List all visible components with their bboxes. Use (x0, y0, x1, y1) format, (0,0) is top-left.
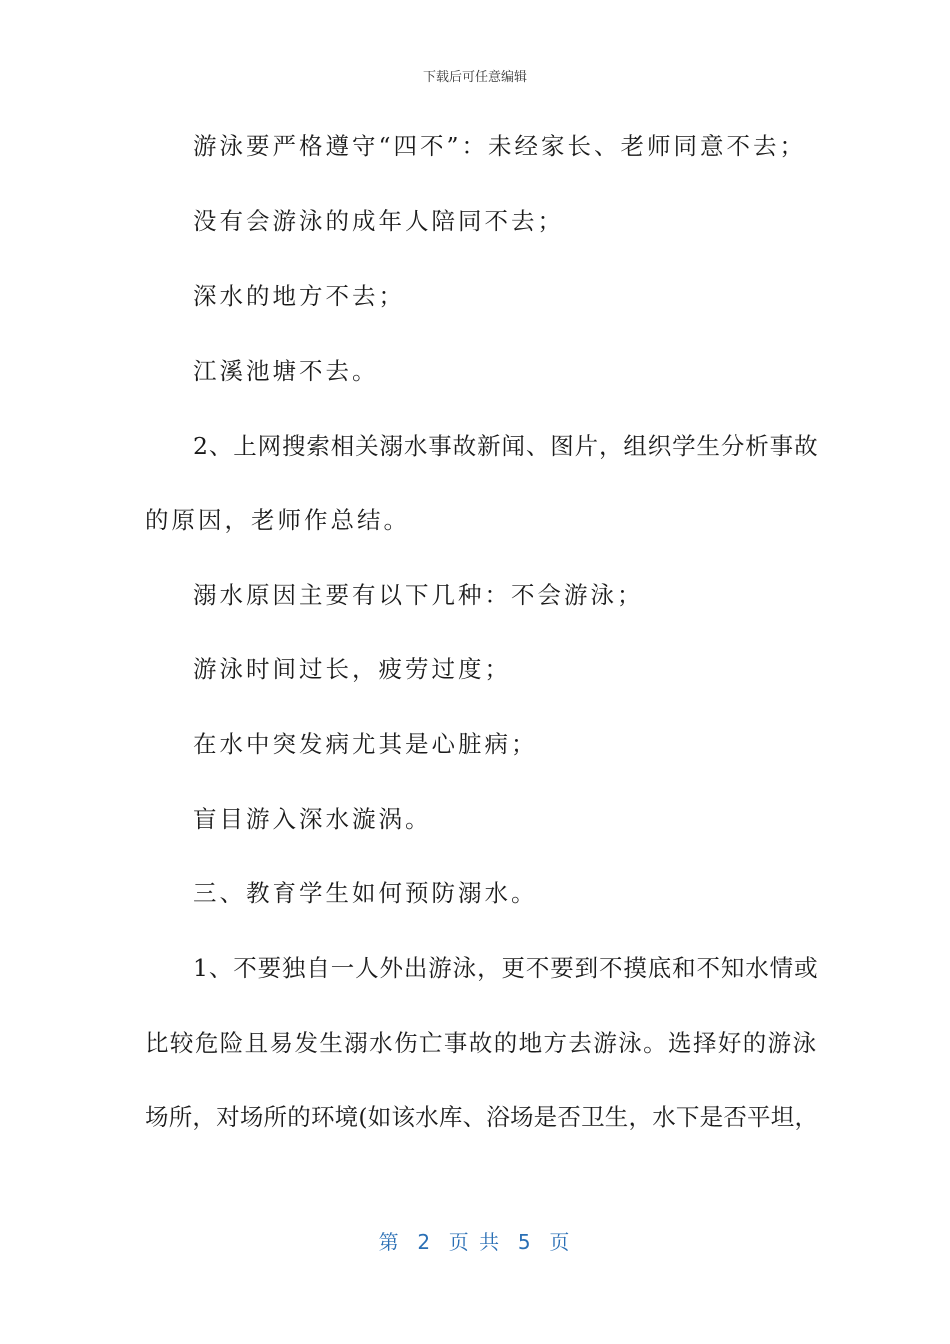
body-line: 比较危险且易发生溺水伤亡事故的地方去游泳。选择好的游泳 (145, 1029, 818, 1057)
page-footer: 第 2 页 共 5 页 (378, 1230, 572, 1254)
body-line: 2、上网搜索相关溺水事故新闻、图片，组织学生分析事故 (193, 432, 819, 460)
body-line: 的原因，老师作总结。 (145, 506, 410, 534)
body-line: 没有会游泳的成年人陪同不去； (193, 207, 564, 235)
body-line: 1、不要独自一人外出游泳，更不要到不摸底和不知水情或 (193, 954, 819, 982)
body-line: 场所，对场所的环境(如该水库、浴场是否卫生，水下是否平坦， (145, 1103, 819, 1131)
body-line: 游泳时间过长，疲劳过度； (193, 655, 511, 683)
body-line: 游泳要严格遵守“四不”：未经家长、老师同意不去； (193, 132, 807, 160)
body-line: 江溪池塘不去。 (193, 357, 379, 385)
body-line: 在水中突发病尤其是心脏病； (193, 730, 538, 758)
body-line: 三、教育学生如何预防溺水。 (193, 879, 538, 907)
body-line: 盲目游入深水漩涡。 (193, 805, 432, 833)
page-header: 下载后可任意编辑 (422, 70, 527, 85)
body-line: 溺水原因主要有以下几种：不会游泳； (193, 581, 644, 609)
body-line: 深水的地方不去； (193, 282, 405, 310)
